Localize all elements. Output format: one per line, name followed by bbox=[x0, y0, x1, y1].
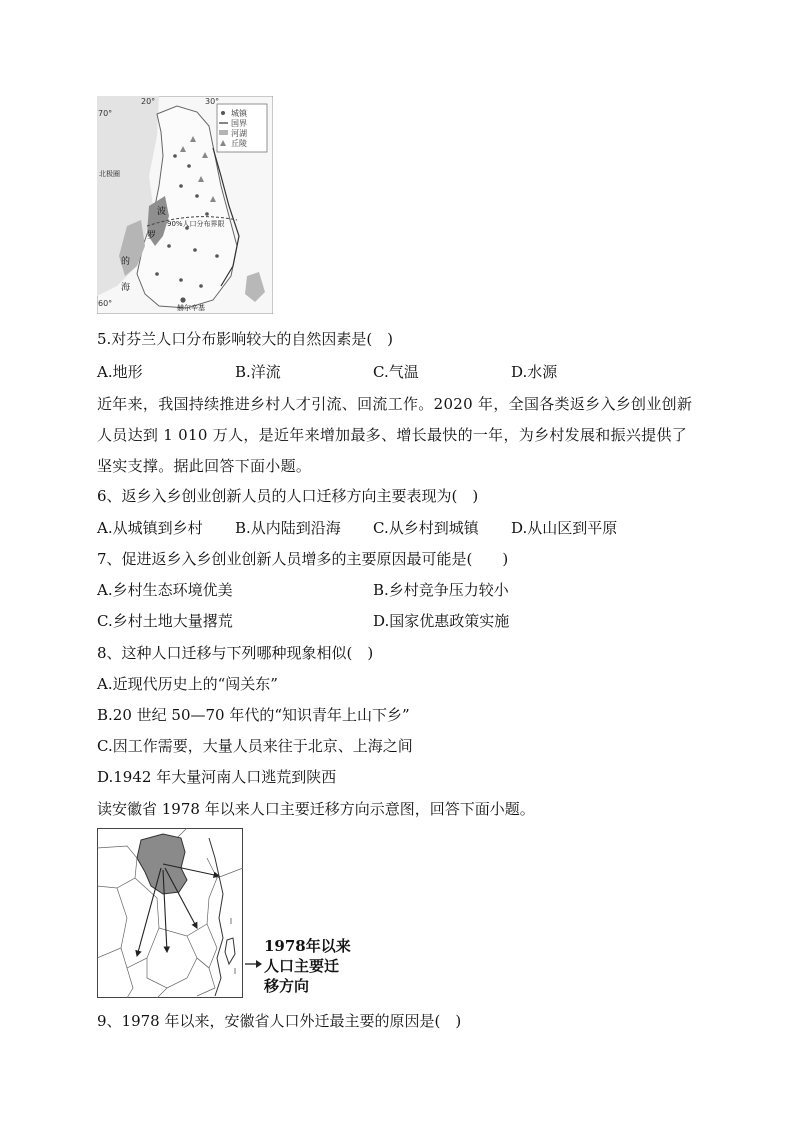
q8-option-b: B.20 世纪 50—70 年代的“知识青年上山下乡” bbox=[97, 706, 410, 724]
q7-option-b: B.乡村竞争压力较小 bbox=[373, 581, 509, 599]
population-limit-label: 90%人口分布界限 bbox=[167, 220, 225, 228]
q9-stem: 9、1978 年以来，安徽省人口外迁最主要的原因是( ) bbox=[97, 1012, 462, 1030]
q6-option-a: A.从城镇到乡村 bbox=[97, 519, 203, 537]
q8-option-c: C.因工作需要，大量人员来往于北京、上海之间 bbox=[97, 737, 413, 755]
sea-label-4: 海 bbox=[121, 283, 131, 293]
legend-line-3: 移方向 bbox=[264, 977, 310, 995]
lon-label-30: 30° bbox=[205, 97, 220, 106]
sea-label-2: 罗 bbox=[147, 231, 157, 241]
passage-rural-talent: 近年来，我国持续推进乡村人才引流、回流工作。2020 年，全国各类返乡入乡创业创新人员达到 1 010 万人，是近年来增加最多、增长最快的一年，为乡村发展和振兴提供了坚实支撑。据此回答下面小题。 bbox=[97, 395, 693, 475]
q6-option-c: C.从乡村到城镇 bbox=[373, 519, 479, 537]
lat-label-60: 60° bbox=[98, 299, 113, 308]
q8-option-d: D.1942 年大量河南人口逃荒到陕西 bbox=[97, 768, 337, 786]
q6-stem: 6、返乡入乡创业创新人员的人口迁移方向主要表现为( ) bbox=[97, 487, 479, 505]
q5-option-b: B.洋流 bbox=[235, 363, 281, 381]
q6-option-d: D.从山区到平原 bbox=[511, 519, 618, 537]
q5-stem: 5.对芬兰人口分布影响较大的自然因素是( ) bbox=[97, 330, 394, 348]
q5-option-c: C.气温 bbox=[373, 363, 419, 381]
legend-border: 国界 bbox=[231, 119, 247, 128]
passage-anhui-map: 读安徽省 1978 年以来人口主要迁移方向示意图，回答下面小题。 bbox=[97, 800, 535, 818]
q7-option-c: C.乡村土地大量撂荒 bbox=[97, 612, 233, 630]
lake-legend-icon bbox=[219, 130, 228, 135]
lon-label-20: 20° bbox=[141, 97, 156, 106]
q8-stem: 8、这种人口迁移与下列哪种现象相似( ) bbox=[97, 644, 374, 662]
sea-label-3: 的 bbox=[121, 257, 131, 267]
q7-option-a: A.乡村生态环境优美 bbox=[97, 581, 233, 599]
gulf-label: 北极圈 bbox=[99, 170, 120, 178]
q5-option-d: D.水源 bbox=[511, 363, 558, 381]
q6-option-b: B.从内陆到沿海 bbox=[235, 519, 341, 537]
legend-hill: 丘陵 bbox=[231, 139, 247, 148]
lat-label-70: 70° bbox=[98, 109, 113, 118]
q7-option-d: D.国家优惠政策实施 bbox=[373, 612, 510, 630]
legend-lake: 河湖 bbox=[231, 129, 247, 138]
q5-option-a: A.地形 bbox=[97, 363, 143, 381]
finland-map bbox=[97, 96, 273, 314]
city-legend-icon bbox=[221, 111, 225, 115]
anhui-migration-map bbox=[97, 828, 243, 998]
legend-line-2: 人口主要迁 bbox=[264, 957, 340, 975]
legend-city: 城镇 bbox=[231, 109, 247, 118]
migration-legend bbox=[244, 936, 364, 998]
q7-stem: 7、促进返乡入乡创业创新人员增多的主要原因最可能是( ) bbox=[97, 550, 509, 568]
capital-label: 赫尔辛基 bbox=[177, 304, 205, 312]
q8-option-a: A.近现代历史上的“闯关东” bbox=[97, 675, 278, 693]
legend-line-1: 1978年以来 bbox=[264, 937, 351, 955]
sea-label-1: 波 bbox=[157, 207, 167, 217]
